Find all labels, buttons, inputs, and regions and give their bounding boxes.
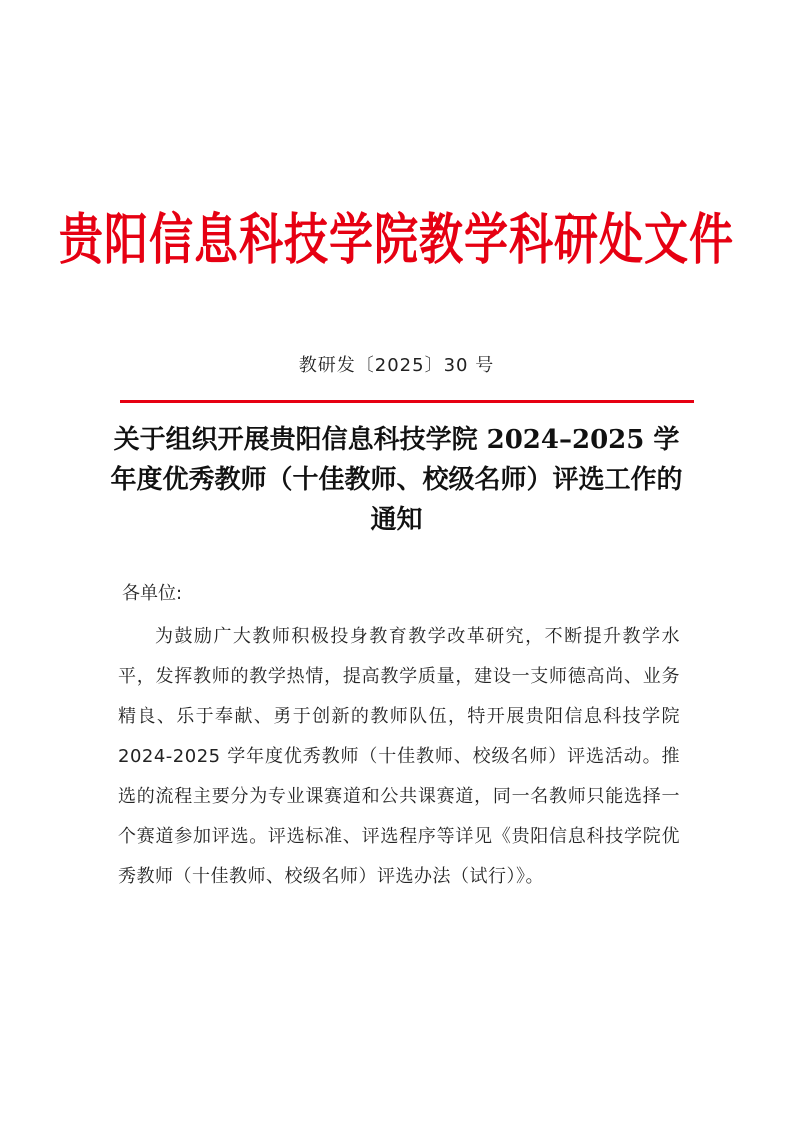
body-paragraph: 为鼓励广大教师积极投身教育教学改革研究，不断提升教学水平，发挥教师的教学热情，提高教学质量，建设一支师德高尚、业务精良、乐于奉献、勇于创新的教师队伍，特开展贵阳信息科技学院 2024-2025 学年度优秀教师（十佳教师、校级名师）评选活动。推选的流程主要分为专业课赛道和公共课赛道，同一名教师只能选择一个赛道参加评选。评选标准、评选程序等详见《贵阳信息科技学院优秀教师（十佳教师、校级名师）评选办法（试行）》。 — [118, 626, 680, 887]
document-number: 教研发〔2025〕30 号 — [298, 355, 495, 376]
document-header-title: 贵阳信息科技学院教学科研处文件 — [59, 208, 734, 273]
notice-title: 关于组织开展贵阳信息科技学院 2024–2025 学年度优秀教师（十佳教师、校级名师）评选工作的通知 — [110, 425, 683, 535]
red-divider-line — [120, 400, 694, 403]
salutation: 各单位: — [122, 583, 183, 604]
